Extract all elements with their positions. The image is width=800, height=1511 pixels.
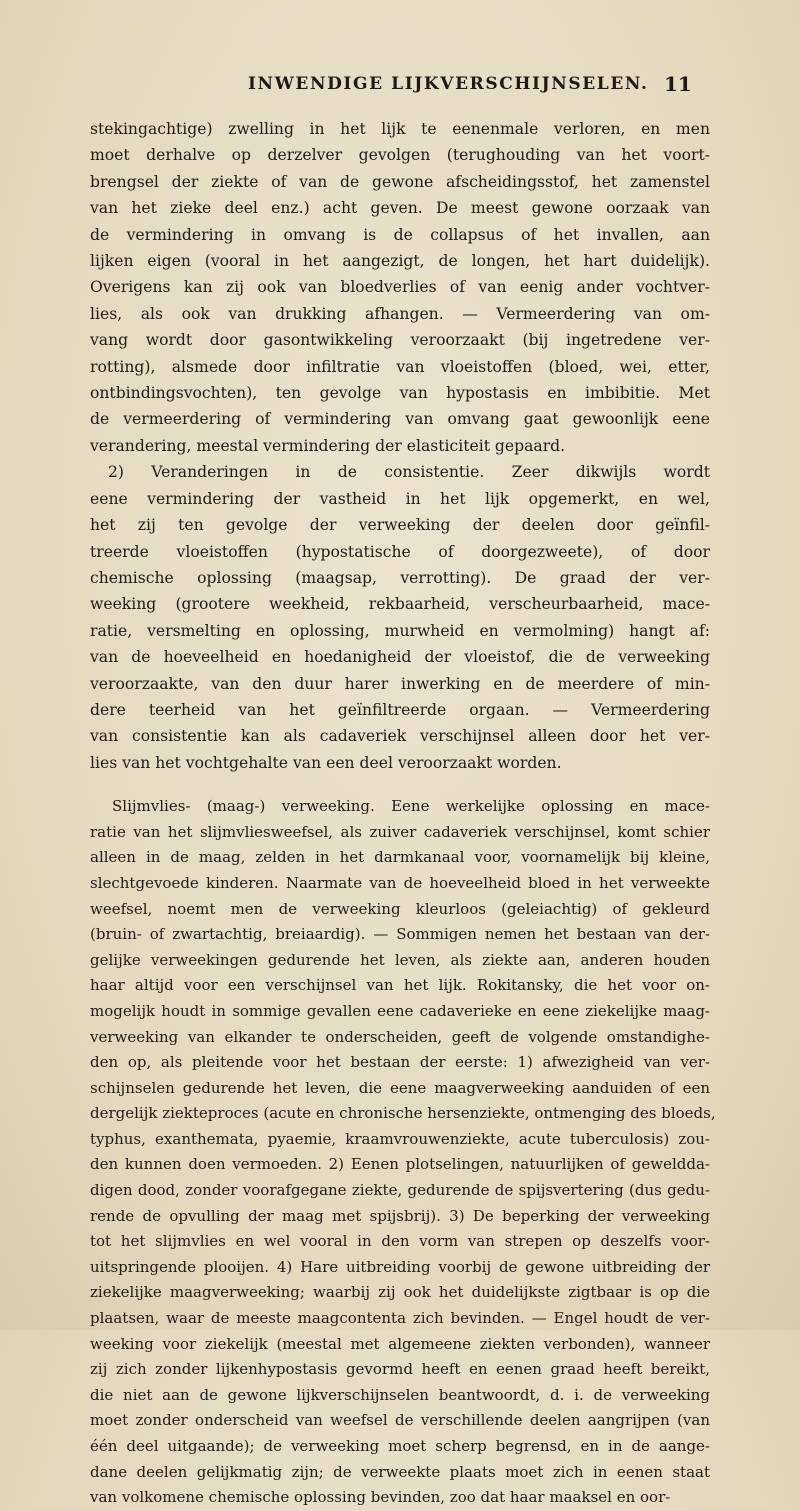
text-line: gelijke verweekingen gedurende het leven, als ziekte aan, anderen houden <box>90 950 710 969</box>
text-line: dere teerheid van het geïnfiltreerde orgaan. — Vermeerdering <box>90 700 710 719</box>
text-line: mogelijk houdt in sommige gevallen eene cadaverieke en eene ziekelijke maag- <box>90 1001 710 1020</box>
text-line: eene vermindering der vastheid in het lijk opgemerkt, en wel, <box>90 489 710 508</box>
text-line: van consistentie kan als cadaveriek verschijnsel alleen door het ver- <box>90 727 710 746</box>
page-header <box>0 74 800 104</box>
text-line: dane deelen gelijkmatig zijn; de verweekte plaats moet zich in eenen staat <box>90 1462 710 1481</box>
text-line: plaatsen, waar de meeste maagcontenta zich bevinden. — Engel houdt de ver- <box>90 1309 710 1328</box>
running-title: INWENDIGE LIJKVERSCHIJNSELEN. <box>248 74 649 94</box>
text-line: dergelijk ziekteproces (acute en chronische hersenziekte, ontmenging des bloeds, <box>90 1104 716 1123</box>
text-line: alleen in de maag, zelden in het darmkanaal voor, voornamelijk bij kleine, <box>90 848 710 867</box>
paragraph-2 <box>90 459 710 776</box>
text-line: ratie, versmelting en oplossing, murwheid en vermolming) hangt af: <box>90 621 710 640</box>
text-line: ratie van het slijmvliesweefsel, als zuiver cadaveriek verschijnsel, komt schier <box>90 822 710 841</box>
text-line: typhus, exanthemata, pyaemie, kraamvrouwenziekte, acute tuberculosis) zou- <box>90 1129 710 1148</box>
text-line: moet zonder onderscheid van weefsel de verschillende deelen aangrijpen (van <box>90 1411 710 1430</box>
page-number: 11 <box>664 72 692 96</box>
text-line: uitspringende plooijen. 4) Hare uitbreiding voorbij de gewone uitbreiding der <box>90 1257 710 1276</box>
text-line: de vermindering in omvang is de collapsus of het invallen, aan <box>90 225 710 244</box>
text-line: ziekelijke maagverweeking; waarbij zij ook het duidelijkste zigtbaar is op die <box>90 1283 710 1302</box>
text-line: digen dood, zonder voorafgegane ziekte, gedurende de spijsvertering (dus gedu- <box>90 1181 710 1200</box>
text-line: rotting), alsmede door infiltratie van vloeistoffen (bloed, wei, etter, <box>90 357 710 376</box>
text-line: (bruin- of zwartachtig, breiaardig). — Sommigen nemen het bestaan van der- <box>90 925 710 944</box>
text-line: lies van het vochtgehalte van een deel veroorzaakt worden. <box>90 753 562 772</box>
text-line: weeking (grootere weekheid, rekbaarheid, verscheurbaarheid, mace- <box>90 595 710 614</box>
text-line: die niet aan de gewone lijkverschijnselen beantwoordt, d. i. de verweeking <box>90 1385 710 1404</box>
text-line: van volkomene chemische oplossing bevinden, zoo dat haar maaksel en oor- <box>90 1488 671 1507</box>
text-line: haar altijd voor een verschijnsel van het lijk. Rokitansky, die het voor on- <box>90 976 710 995</box>
text-line: tot het slijmvlies en wel vooral in den vorm van strepen op deszelfs voor- <box>90 1232 710 1251</box>
paragraph-1 <box>90 116 710 459</box>
text-line: schijnselen gedurende het leven, die eene maagverweeking aanduiden of een <box>90 1078 710 1097</box>
page-body <box>90 116 716 1511</box>
text-line: stekingachtige) zwelling in het lijk te eenenmale verloren, en men <box>90 120 710 138</box>
text-line: het zij ten gevolge der verweeking der deelen door geïnfil- <box>90 516 710 535</box>
text-line: van de hoeveelheid en hoedanigheid der vloeistof, die de verweeking <box>90 648 710 667</box>
text-line: één deel uitgaande); de verweeking moet scherp begrensd, en in de aange- <box>90 1437 710 1455</box>
text-line: Overigens kan zij ook van bloedverlies of van eenig ander vochtver- <box>90 278 710 297</box>
text-line: de vermeerdering of vermindering van omvang gaat gewoonlijk eene <box>90 410 710 429</box>
text-line: weefsel, noemt men de verweeking kleurloos (geleiachtig) of gekleurd <box>90 899 710 918</box>
text-line: veroorzaakte, van den duur harer inwerking en de meerdere of min- <box>90 674 710 693</box>
text-line: rende de opvulling der maag met spijsbrij). 3) De beperking der verweeking <box>90 1206 710 1225</box>
paragraph-3 <box>90 794 716 1511</box>
text-line: lies, als ook van drukking afhangen. — Vermeerdering van om- <box>90 304 710 323</box>
text-line: slechtgevoede kinderen. Naarmate van de hoeveelheid bloed in het verweekte <box>90 873 710 892</box>
text-line: verweeking van elkander te onderscheiden, geeft de volgende omstandighe- <box>90 1027 710 1046</box>
text-line: moet derhalve op derzelver gevolgen (terughouding van het voort- <box>90 146 710 165</box>
text-line: 2) Veranderingen in de consistentie. Zeer dikwijls wordt <box>108 463 710 482</box>
text-line: lijken eigen (vooral in het aangezigt, de longen, het hart duidelijk). <box>90 252 710 271</box>
text-line: weeking voor ziekelijk (meestal met algemeene ziekten verbonden), wanneer <box>90 1334 710 1353</box>
text-line: van het zieke deel enz.) acht geven. De meest gewone oorzaak van <box>90 199 710 218</box>
text-line: treerde vloeistoffen (hypostatische of doorgezweete), of door <box>90 542 710 561</box>
text-line: verandering, meestal vermindering der elasticiteit gepaard. <box>90 436 566 455</box>
text-line: brengsel der ziekte of van de gewone afscheidingsstof, het zamenstel <box>90 172 710 191</box>
text-line: den op, als pleitende voor het bestaan der eerste: 1) afwezigheid van ver- <box>90 1053 710 1072</box>
text-line: den kunnen doen vermoeden. 2) Eenen plotselingen, natuurlijken of geweldda- <box>90 1155 710 1174</box>
text-line: vang wordt door gasontwikkeling veroorzaakt (bij ingetredene ver- <box>90 331 710 350</box>
text-line: Slijmvlies- (maag-) verweeking. Eene werkelijke oplossing en mace- <box>112 797 710 816</box>
text-line: ontbindingsvochten), ten gevolge van hypostasis en imbibitie. Met <box>90 384 710 403</box>
text-line: zij zich zonder lijkenhypostasis gevormd heeft en eenen graad heeft bereikt, <box>90 1360 710 1379</box>
text-line: chemische oplossing (maagsap, verrotting). De graad der ver- <box>90 568 710 587</box>
